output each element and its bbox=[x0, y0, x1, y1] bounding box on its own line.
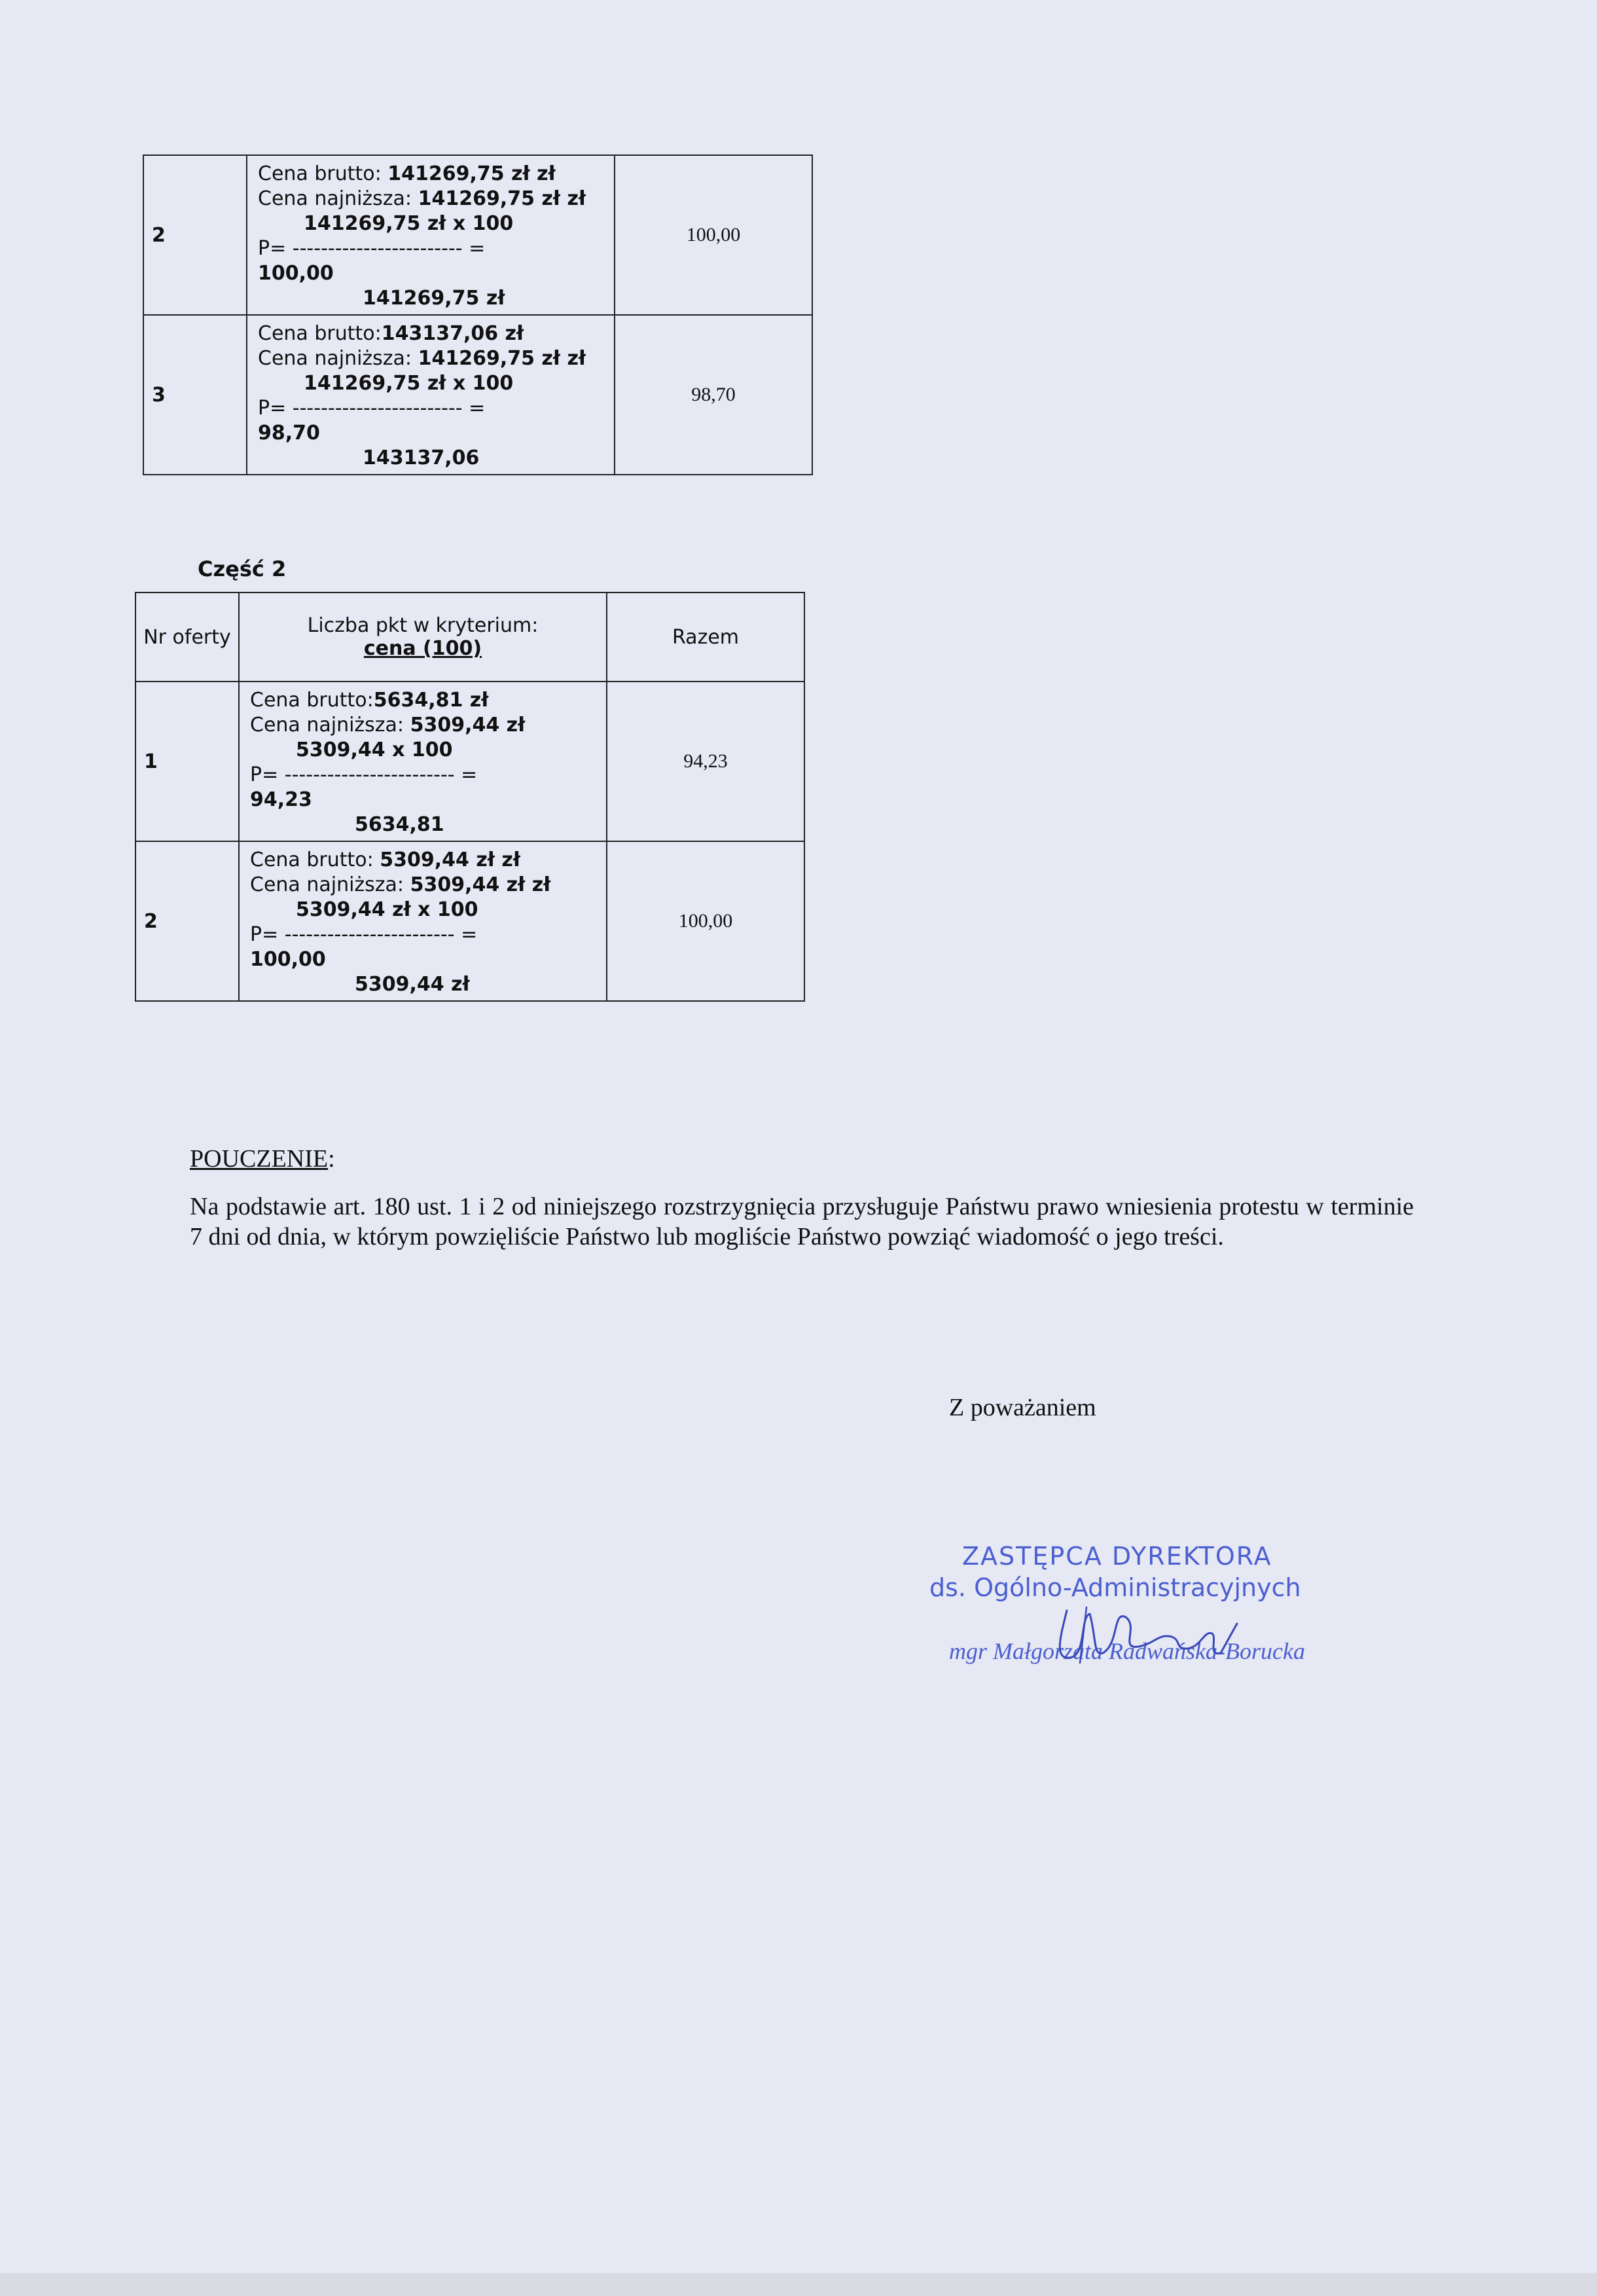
stamp-name: mgr Małgorzata Radwańska-Borucka bbox=[949, 1638, 1305, 1664]
closing-salutation: Z poważaniem bbox=[949, 1394, 1096, 1421]
razem-value: 100,00 bbox=[615, 155, 812, 315]
score-calculation: Cena brutto: 141269,75 zł zł Cena najniższa: 141269,75 zł zł 141269,75 zł x 100 P= ------------------------ = 100,00 141269,75 zł bbox=[247, 155, 615, 315]
header-kryterium-line1: Liczba pkt w kryterium: bbox=[307, 614, 539, 637]
pouczenie-text: Na podstawie art. 180 ust. 1 i 2 od niniejszego rozstrzygnięcia przysługuje Państwu prawo wniesienia protestu w terminie 7 dni od dnia, w którym powzięliście Państwo lub mogliście Państwo powziąć wiadomość o jego treści. bbox=[190, 1193, 1414, 1250]
razem-value: 100,00 bbox=[607, 841, 804, 1001]
table-row bbox=[143, 155, 812, 315]
header-kryterium bbox=[239, 592, 607, 682]
table-header-row bbox=[135, 592, 804, 682]
stamp-department: ds. Ogólno-Administracyjnych bbox=[929, 1573, 1301, 1602]
offer-number: 2 bbox=[143, 155, 247, 315]
razem-value: 98,70 bbox=[615, 315, 812, 475]
razem-value: 94,23 bbox=[607, 682, 804, 841]
part2-title: Część 2 bbox=[198, 556, 287, 581]
offer-number: 3 bbox=[143, 315, 247, 475]
offer-number: 1 bbox=[135, 682, 239, 841]
stamp-title: ZASTĘPCA DYREKTORA bbox=[962, 1542, 1272, 1571]
score-calculation: Cena brutto: 5309,44 zł zł Cena najniższa: 5309,44 zł zł 5309,44 zł x 100 P= ------------------------ = 100,00 5309,44 zł bbox=[239, 841, 607, 1001]
score-calculation: Cena brutto:143137,06 zł Cena najniższa: 141269,75 zł zł 141269,75 zł x 100 P= ------------------------ = 98,70 143137,06 bbox=[247, 315, 615, 475]
part2-score-table bbox=[135, 592, 805, 1002]
score-calculation: Cena brutto:5634,81 zł Cena najniższa: 5309,44 zł 5309,44 x 100 P= ------------------------ = 94,23 5634,81 bbox=[239, 682, 607, 841]
part1-score-table bbox=[143, 155, 813, 475]
table-row bbox=[135, 682, 804, 841]
header-kryterium-line2: cena (100) bbox=[363, 637, 482, 660]
table-row bbox=[143, 315, 812, 475]
handwritten-signature bbox=[1041, 1597, 1250, 1669]
header-nr-oferty: Nr oferty bbox=[135, 592, 239, 682]
offer-number: 2 bbox=[135, 841, 239, 1001]
pouczenie-heading: POUCZENIE: bbox=[190, 1145, 335, 1173]
table-row bbox=[135, 841, 804, 1001]
header-razem: Razem bbox=[607, 592, 804, 682]
scan-bottom-edge bbox=[0, 2273, 1597, 2296]
